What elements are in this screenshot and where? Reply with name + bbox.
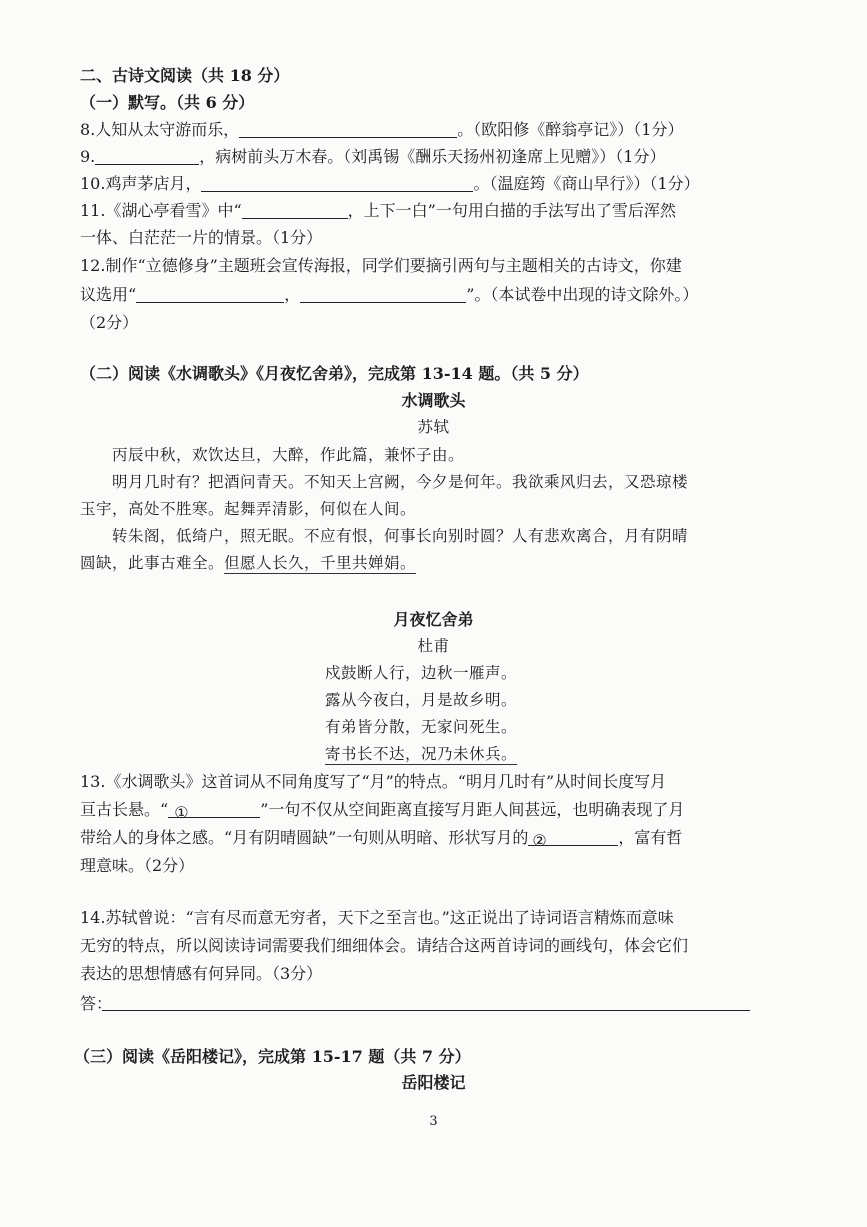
question-12-line3: （2分） <box>80 313 139 332</box>
part2-heading: （二）阅读《水调歌头》《月夜忆舍弟》，完成第 13-14 题。（共 5 分） <box>80 364 589 383</box>
question-10 <box>80 170 700 197</box>
poem2-author: 杜甫 <box>417 637 450 655</box>
poem2-underlined-line: 寄书长不达，况乃未休兵。 <box>325 745 518 763</box>
poem2-line-4 <box>325 741 517 768</box>
blank-2-marker: ② <box>532 831 547 850</box>
answer-label: 答： <box>80 994 113 1013</box>
question-11-line2: 一体、白茫茫一片的情景。（1分） <box>80 228 323 247</box>
section-heading: 二、古诗文阅读（共 18 分） <box>80 66 290 85</box>
question-13-line2 <box>80 796 684 823</box>
q13-answer-blank-2[interactable] <box>528 827 618 850</box>
page-number: 3 <box>429 1114 438 1129</box>
question-14-line3: 表达的思想情感有何异同。（3分） <box>80 964 323 983</box>
question-12-line1: 12.制作“立德修身”主题班会宣传海报，同学们要摘引两句与主题相关的古诗文，你建 <box>80 256 682 275</box>
q8-text-pre: 8.人知从太守游而乐， <box>80 120 240 139</box>
poem1-para1-line2: 玉宇，高处不胜寒。起舞弄清影，何似在人间。 <box>80 500 417 518</box>
poem2-line-2: 露从今夜白，月是故乡明。 <box>325 691 518 709</box>
q10-text-pre: 10.鸡声茅店月， <box>80 174 202 193</box>
poem1-underlined-line: 但愿人长久，千里共婵娟。 <box>224 554 417 572</box>
q13-text-pre: 亘古长悬。“ <box>80 800 169 819</box>
q10-text-post: 。（温庭筠《商山早行》）（1分） <box>473 174 700 193</box>
poem1-preface: 丙辰中秋，欢饮达旦，大醉，作此篇，兼怀子由。 <box>112 446 465 464</box>
q12-text-pre: 议选用“ <box>80 285 137 304</box>
essay-title: 岳阳楼记 <box>401 1073 466 1092</box>
q9-answer-blank[interactable] <box>95 146 199 165</box>
q11-text-post: ，上下一白”一句用白描的手法写出了雪后浑然 <box>347 201 676 220</box>
poem1-para2-line2 <box>80 550 416 577</box>
q11-text-pre: 11.《湖心亭看雪》中“ <box>80 201 242 220</box>
q13-answer-blank-1[interactable] <box>168 799 260 822</box>
q12-text-mid: ， <box>284 285 301 304</box>
q12-text-post: ”。（本试卷中出现的诗文除外。） <box>466 285 699 304</box>
answer-line[interactable] <box>102 1010 750 1011</box>
q13-text-mid: ”一句不仅从空间距离直接写月距人间甚远，也明确表现了月 <box>260 800 685 819</box>
question-12-line2 <box>80 281 698 308</box>
poem1-title: 水调歌头 <box>401 391 466 410</box>
q11-answer-blank[interactable] <box>242 200 348 219</box>
q10-answer-blank[interactable] <box>201 173 473 192</box>
q8-text-post: 。（欧阳修《醉翁亭记》）（1分） <box>457 120 684 139</box>
question-13-line3 <box>80 824 682 851</box>
poem2-title: 月夜忆舍弟 <box>393 610 474 629</box>
part3-heading: （三）阅读《岳阳楼记》，完成第 15-17 题（共 7 分） <box>74 1047 471 1066</box>
question-9 <box>80 143 665 170</box>
question-13-line4: 理意味。（2分） <box>80 856 195 875</box>
question-8 <box>80 116 683 143</box>
part1-heading: （一）默写。（共 6 分） <box>80 93 255 112</box>
poem1-plain-text: 圆缺，此事古难全。 <box>80 554 225 572</box>
blank-1-marker: ① <box>174 803 189 822</box>
q13-text-pre2: 带给人的身体之感。“月有阴晴圆缺”一句则从明暗、形状写月的 <box>80 828 529 847</box>
poem2-line-3: 有弟皆分散，无家问死生。 <box>325 718 518 736</box>
question-14-line1: 14.苏轼曾说：“言有尽而意无穷者，天下之至言也。”这正说出了诗词语言精炼而意味 <box>80 908 674 927</box>
q8-answer-blank[interactable] <box>239 119 457 138</box>
q12-answer-blank-2[interactable] <box>300 284 466 303</box>
q13-text-post: ，富有哲 <box>618 828 683 847</box>
question-11-line1 <box>80 197 676 224</box>
poem1-para1-line1: 明月几时有？把酒问青天。不知天上宫阙，今夕是何年。我欲乘风归去，又恐琼楼 <box>112 473 689 491</box>
q12-answer-blank-1[interactable] <box>136 284 284 303</box>
question-14-line2: 无穷的特点，所以阅读诗词需要我们细细体会。请结合这两首诗词的画线句，体会它们 <box>80 936 689 955</box>
poem1-para2-line1: 转朱阁，低绮户，照无眠。不应有恨，何事长向别时圆？人有悲欢离合，月有阴晴 <box>112 527 689 545</box>
q9-text-pre: 9. <box>80 147 96 166</box>
q9-text-post: ，病树前头万木春。（刘禹锡《酬乐天扬州初逢席上见赠》）（1分） <box>199 147 666 166</box>
question-13-line1: 13.《水调歌头》这首词从不同角度写了“月”的特点。“明月几时有”从时间长度写月 <box>80 772 667 791</box>
poem2-line-1: 戍鼓断人行，边秋一雁声。 <box>325 664 518 682</box>
poem1-author: 苏轼 <box>417 418 450 436</box>
